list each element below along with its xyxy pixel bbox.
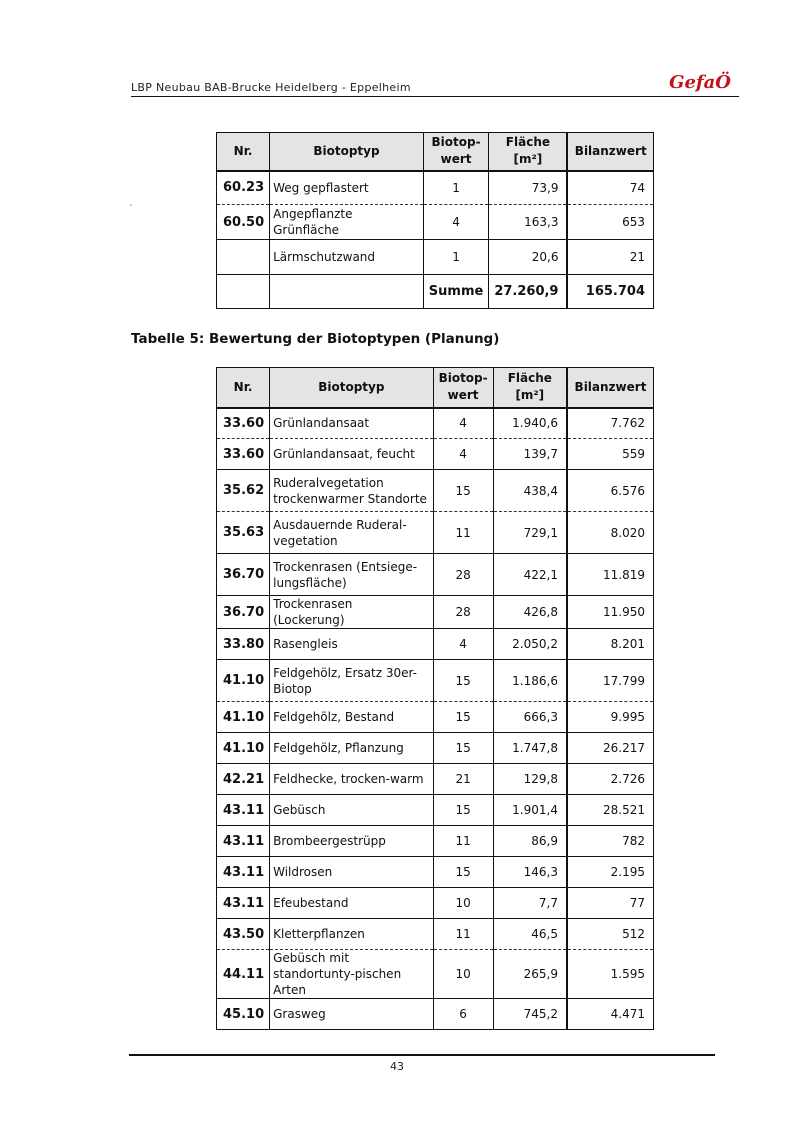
cell-bilanz: 28.521	[567, 795, 654, 826]
biotope-table-existing	[216, 132, 654, 309]
cell-nr: 44.11	[217, 950, 270, 999]
sum-bilanzwert: 165.704	[567, 275, 653, 309]
table-row	[217, 764, 654, 795]
cell-wert: 15	[433, 702, 493, 733]
cell-nr: 43.11	[217, 795, 270, 826]
cell-nr: 41.10	[217, 733, 270, 764]
table-row	[217, 857, 654, 888]
cell-flaeche: 729,1	[493, 512, 567, 554]
col-header-bilanzwert: Bilanzwert	[567, 368, 654, 408]
cell-nr: 41.10	[217, 660, 270, 702]
cell-typ: Rasengleis	[270, 629, 433, 660]
cell-bilanz: 1.595	[567, 950, 654, 999]
cell-flaeche: 1.901,4	[493, 795, 567, 826]
page-header	[131, 66, 739, 97]
col-header-nr: Nr.	[217, 368, 270, 408]
table-row	[217, 629, 654, 660]
sum-flaeche: 27.260,9	[489, 275, 568, 309]
cell-typ: Feldgehölz, Ersatz 30er-Biotop	[270, 660, 433, 702]
table-row	[217, 795, 654, 826]
cell-flaeche: 129,8	[493, 764, 567, 795]
cell-flaeche: 265,9	[493, 950, 567, 999]
sum-row	[217, 275, 654, 309]
cell-wert: 15	[433, 857, 493, 888]
table-row	[217, 554, 654, 596]
cell-flaeche: 422,1	[493, 554, 567, 596]
cell-bilanz: 6.576	[567, 470, 654, 512]
cell-wert: 15	[433, 470, 493, 512]
cell-wert: 4	[433, 408, 493, 439]
table-row: 60.23 Weg gepflastert 1 73,9 74	[217, 171, 654, 205]
cell-flaeche: 146,3	[493, 857, 567, 888]
document-title: LBP Neubau BAB-Brucke Heidelberg - Eppelheim	[131, 81, 411, 94]
cell-wert: 10	[433, 888, 493, 919]
cell-typ: Gebüsch	[270, 795, 433, 826]
cell-flaeche: 438,4	[493, 470, 567, 512]
cell-wert: 4	[433, 439, 493, 470]
table-row	[217, 950, 654, 999]
cell-nr: 43.11	[217, 857, 270, 888]
cell-nr: 36.70	[217, 554, 270, 596]
table-row	[217, 733, 654, 764]
cell-bilanz: 11.819	[567, 554, 654, 596]
cell-typ: Gebüsch mit standortunty-pischen Arten	[270, 950, 433, 999]
table-row	[217, 919, 654, 950]
table-row	[217, 826, 654, 857]
cell-typ: Ruderalvegetation trockenwarmer Standorte	[270, 470, 433, 512]
cell-nr: 42.21	[217, 764, 270, 795]
cell-typ: Trockenrasen (Lockerung)	[270, 596, 433, 629]
cell-wert: 11	[433, 919, 493, 950]
scan-artifact	[130, 204, 132, 206]
col-header-biotoptyp: Biotoptyp	[270, 133, 424, 171]
cell-typ: Grünlandansaat, feucht	[270, 439, 433, 470]
cell-typ: Ausdauernde Ruderal-vegetation	[270, 512, 433, 554]
cell-nr: 43.11	[217, 888, 270, 919]
cell-bilanz: 9.995	[567, 702, 654, 733]
cell-wert: 21	[433, 764, 493, 795]
cell-nr: 33.60	[217, 439, 270, 470]
cell-flaeche: 7,7	[493, 888, 567, 919]
cell-flaeche: 1.186,6	[493, 660, 567, 702]
col-header-biotoptyp: Biotoptyp	[270, 368, 433, 408]
col-header-bilanzwert: Bilanzwert	[567, 133, 653, 171]
cell-typ: Trockenrasen (Entsiege-lungsfläche)	[270, 554, 433, 596]
cell-nr: 33.80	[217, 629, 270, 660]
cell-nr: 35.63	[217, 512, 270, 554]
col-header-biotopwert: Biotop- wert	[423, 133, 489, 171]
cell-nr: 35.62	[217, 470, 270, 512]
page-number: 43	[390, 1060, 404, 1073]
table-row: 60.50 Angepflanzte Grünfläche 4 163,3 653	[217, 205, 654, 240]
cell-typ: Kletterpflanzen	[270, 919, 433, 950]
cell-wert: 6	[433, 999, 493, 1030]
table-row	[217, 702, 654, 733]
cell-flaeche: 666,3	[493, 702, 567, 733]
footer-rule	[129, 1054, 715, 1056]
table-row	[217, 999, 654, 1030]
cell-bilanz: 512	[567, 919, 654, 950]
cell-wert: 15	[433, 660, 493, 702]
cell-flaeche: 745,2	[493, 999, 567, 1030]
cell-flaeche: 1.940,6	[493, 408, 567, 439]
table-row	[217, 596, 654, 629]
cell-typ: Efeubestand	[270, 888, 433, 919]
cell-bilanz: 26.217	[567, 733, 654, 764]
cell-bilanz: 8.201	[567, 629, 654, 660]
table-row: Lärmschutzwand 1 20,6 21	[217, 240, 654, 275]
col-header-flaeche: Fläche [m²]	[493, 368, 567, 408]
cell-typ: Wildrosen	[270, 857, 433, 888]
table-row	[217, 888, 654, 919]
table-header-row	[217, 133, 654, 171]
cell-nr: 43.50	[217, 919, 270, 950]
cell-bilanz: 7.762	[567, 408, 654, 439]
col-header-flaeche: Fläche [m²]	[489, 133, 568, 171]
cell-typ: Brombeergestrüpp	[270, 826, 433, 857]
table-row	[217, 470, 654, 512]
cell-wert: 4	[433, 629, 493, 660]
company-logo: GefaÖ	[669, 72, 731, 93]
col-header-biotopwert: Biotop- wert	[433, 368, 493, 408]
cell-typ: Feldhecke, trocken-warm	[270, 764, 433, 795]
cell-typ: Grünlandansaat	[270, 408, 433, 439]
table-row	[217, 512, 654, 554]
cell-wert: 28	[433, 596, 493, 629]
cell-bilanz: 4.471	[567, 999, 654, 1030]
cell-wert: 10	[433, 950, 493, 999]
cell-flaeche: 86,9	[493, 826, 567, 857]
cell-typ: Feldgehölz, Bestand	[270, 702, 433, 733]
cell-flaeche: 426,8	[493, 596, 567, 629]
cell-bilanz: 559	[567, 439, 654, 470]
cell-wert: 15	[433, 795, 493, 826]
cell-flaeche: 139,7	[493, 439, 567, 470]
table-row	[217, 439, 654, 470]
cell-bilanz: 782	[567, 826, 654, 857]
table-header-row	[217, 368, 654, 408]
cell-flaeche: 1.747,8	[493, 733, 567, 764]
cell-bilanz: 2.195	[567, 857, 654, 888]
sum-label: Summe	[423, 275, 489, 309]
cell-wert: 11	[433, 512, 493, 554]
cell-bilanz: 8.020	[567, 512, 654, 554]
table-caption: Tabelle 5: Bewertung der Biotoptypen (Planung)	[131, 331, 500, 347]
cell-nr: 36.70	[217, 596, 270, 629]
cell-flaeche: 2.050,2	[493, 629, 567, 660]
cell-bilanz: 17.799	[567, 660, 654, 702]
cell-wert: 11	[433, 826, 493, 857]
table-row	[217, 660, 654, 702]
cell-typ: Grasweg	[270, 999, 433, 1030]
biotope-table-planning	[216, 367, 654, 1030]
cell-typ: Feldgehölz, Pflanzung	[270, 733, 433, 764]
cell-nr: 41.10	[217, 702, 270, 733]
col-header-nr: Nr.	[217, 133, 270, 171]
cell-nr: 43.11	[217, 826, 270, 857]
cell-wert: 15	[433, 733, 493, 764]
cell-bilanz: 2.726	[567, 764, 654, 795]
cell-nr: 33.60	[217, 408, 270, 439]
cell-bilanz: 11.950	[567, 596, 654, 629]
cell-nr: 45.10	[217, 999, 270, 1030]
cell-flaeche: 46,5	[493, 919, 567, 950]
cell-bilanz: 77	[567, 888, 654, 919]
table-row	[217, 408, 654, 439]
cell-wert: 28	[433, 554, 493, 596]
